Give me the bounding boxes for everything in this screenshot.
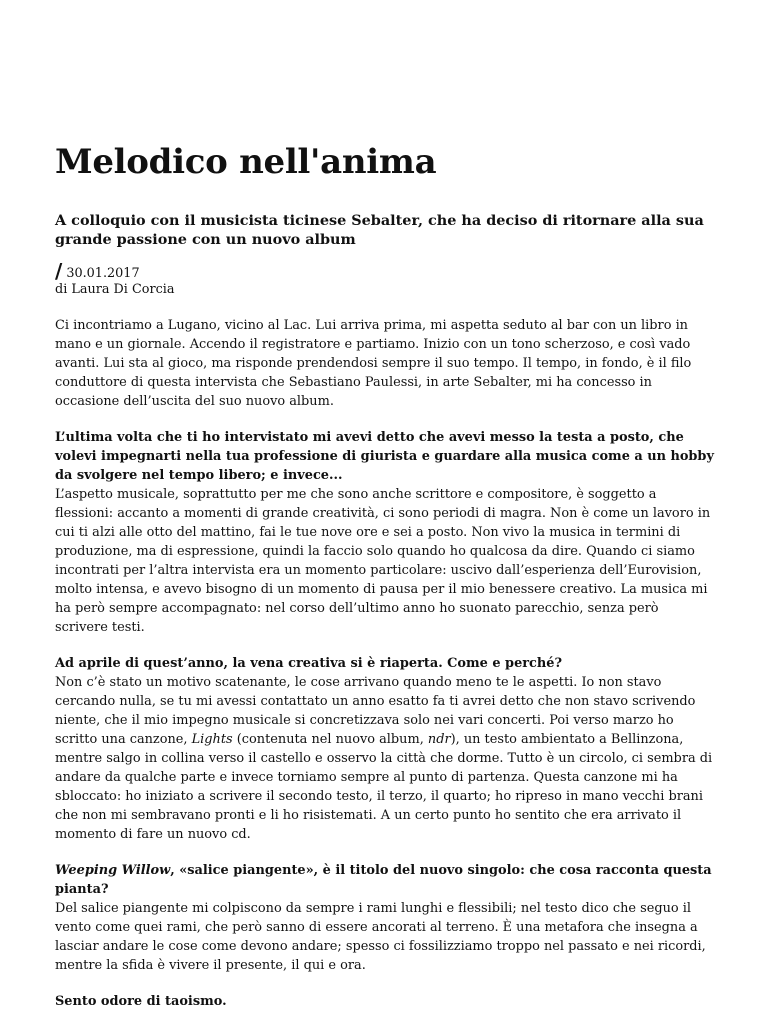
answer-1: L’aspetto musicale, soprattutto per me che sono anche scrittore e compositore, è soggetto a flessioni: accanto a momenti di grande creatività, ci sono periodi di magra. Non è come un lavoro in cui ti alzi alle otto del mattino, fai le tue nove ore e sei a posto. Non vivo la musica in termini di produzione, ma di espressione, quindi la faccio solo quando ho qualcosa da dire. Quando ci siamo incontrati per l’altra intervista era un momento particolare: uscivo dall’esperienza dell’Eurovision, molto intensa, e avevo bisogno di un momento di pausa per il mio benessere creativo. La musica mi ha però sempre accompagnato: nel corso dell’ultimo anno ho suonato parecchio, senza però scrivere testi. — [55, 487, 711, 635]
song-title-weeping-willow: Weeping Willow — [55, 863, 171, 878]
answer-2-text-c: ), un testo ambientato a Bellinzona, mentre salgo in collina verso il castello e osservo la città che dorme. Tutto è un circolo, ci sembra di andare da qualche parte e invece torniamo sempre al punto di partenza. Questa canzone mi ha sbloccato: ho iniziato a scrivere il secondo testo, il terzo, il quarto; ho ripreso in mano vecchi brani che non mi sembravano pronti e li ho risistemati. A un certo punto ho sentito che era arrivato il momento di fare un nuovo cd. — [55, 732, 713, 842]
answer-2-text-b: (contenuta nel nuovo album, — [232, 732, 428, 747]
slash-mark: / — [55, 259, 63, 283]
qa-block-3 — [55, 861, 715, 975]
qa-block-1 — [55, 428, 715, 637]
publish-date: 30.01.2017 — [66, 266, 140, 281]
question-3 — [55, 861, 715, 899]
article-title: Melodico nell'anima — [55, 142, 437, 182]
date-line — [55, 261, 715, 282]
song-title-lights: Lights — [191, 732, 233, 747]
intro-paragraph: Ci incontriamo a Lugano, vicino al Lac. Lui arriva prima, mi aspetta seduto al bar con un libro in mano e un giornale. Accendo il registratore e partiamo. Inizio con un tono scherzoso, e così vado avanti. Lui sta al gioco, ma risponde prendendosi sempre il suo tempo. Il tempo, in fondo, è il filo conduttore di questa intervista che Sebastiano Paulessi, in arte Sebalter, mi ha concesso in occasione dell’uscita del suo nuovo album. — [55, 318, 692, 409]
question-2: Ad aprile di quest’anno, la vena creativa si è riaperta. Come e perché? — [55, 656, 563, 671]
answer-2-text-a: Non c’è stato un motivo scatenante, le cose arrivano quando meno te le aspetti. Io non stavo cercando nulla, se tu mi avessi contattato un anno esatto fa ti avrei detto che non stavo scrivendo niente, che il mio impegno musicale si concretizzava solo nei vari concerti. Poi verso marzo ho scritto una canzone, — [55, 675, 696, 747]
article — [55, 140, 715, 1011]
answer-3: Del salice piangente mi colpiscono da sempre i rami lunghi e flessibili; nel testo dico che seguo il vento come quei rami, che però sanno di essere ancorati al terreno. È una metafora che insegna a lasciar andare le cose come devono andare; spesso ci fossilizziamo troppo nel passato e nei ricordi, mentre la sfida è vivere il presente, il qui e ora. — [55, 901, 706, 973]
byline: di Laura Di Corcia — [55, 282, 175, 297]
qa-block-4 — [55, 992, 715, 1011]
question-4: Sento odore di taoismo. — [55, 994, 227, 1009]
question-1: L’ultima volta che ti ho intervistato mi avevi detto che avevi messo la testa a posto, che volevi impegnarti nella tua professione di giurista e guardare alla musica come a un hobby da svolgere nel tempo libero; e invece... — [55, 430, 714, 483]
answer-2 — [55, 673, 715, 844]
question-3-text: , «salice piangente», è il titolo del nuovo singolo: che cosa racconta questa pianta? — [55, 863, 712, 897]
qa-block-2 — [55, 654, 715, 844]
article-meta — [55, 261, 715, 298]
article-subtitle: A colloquio con il musicista ticinese Sebalter, che ha deciso di ritornare alla sua grande passione con un nuovo album — [55, 212, 704, 248]
editor-note: ndr — [427, 732, 451, 747]
